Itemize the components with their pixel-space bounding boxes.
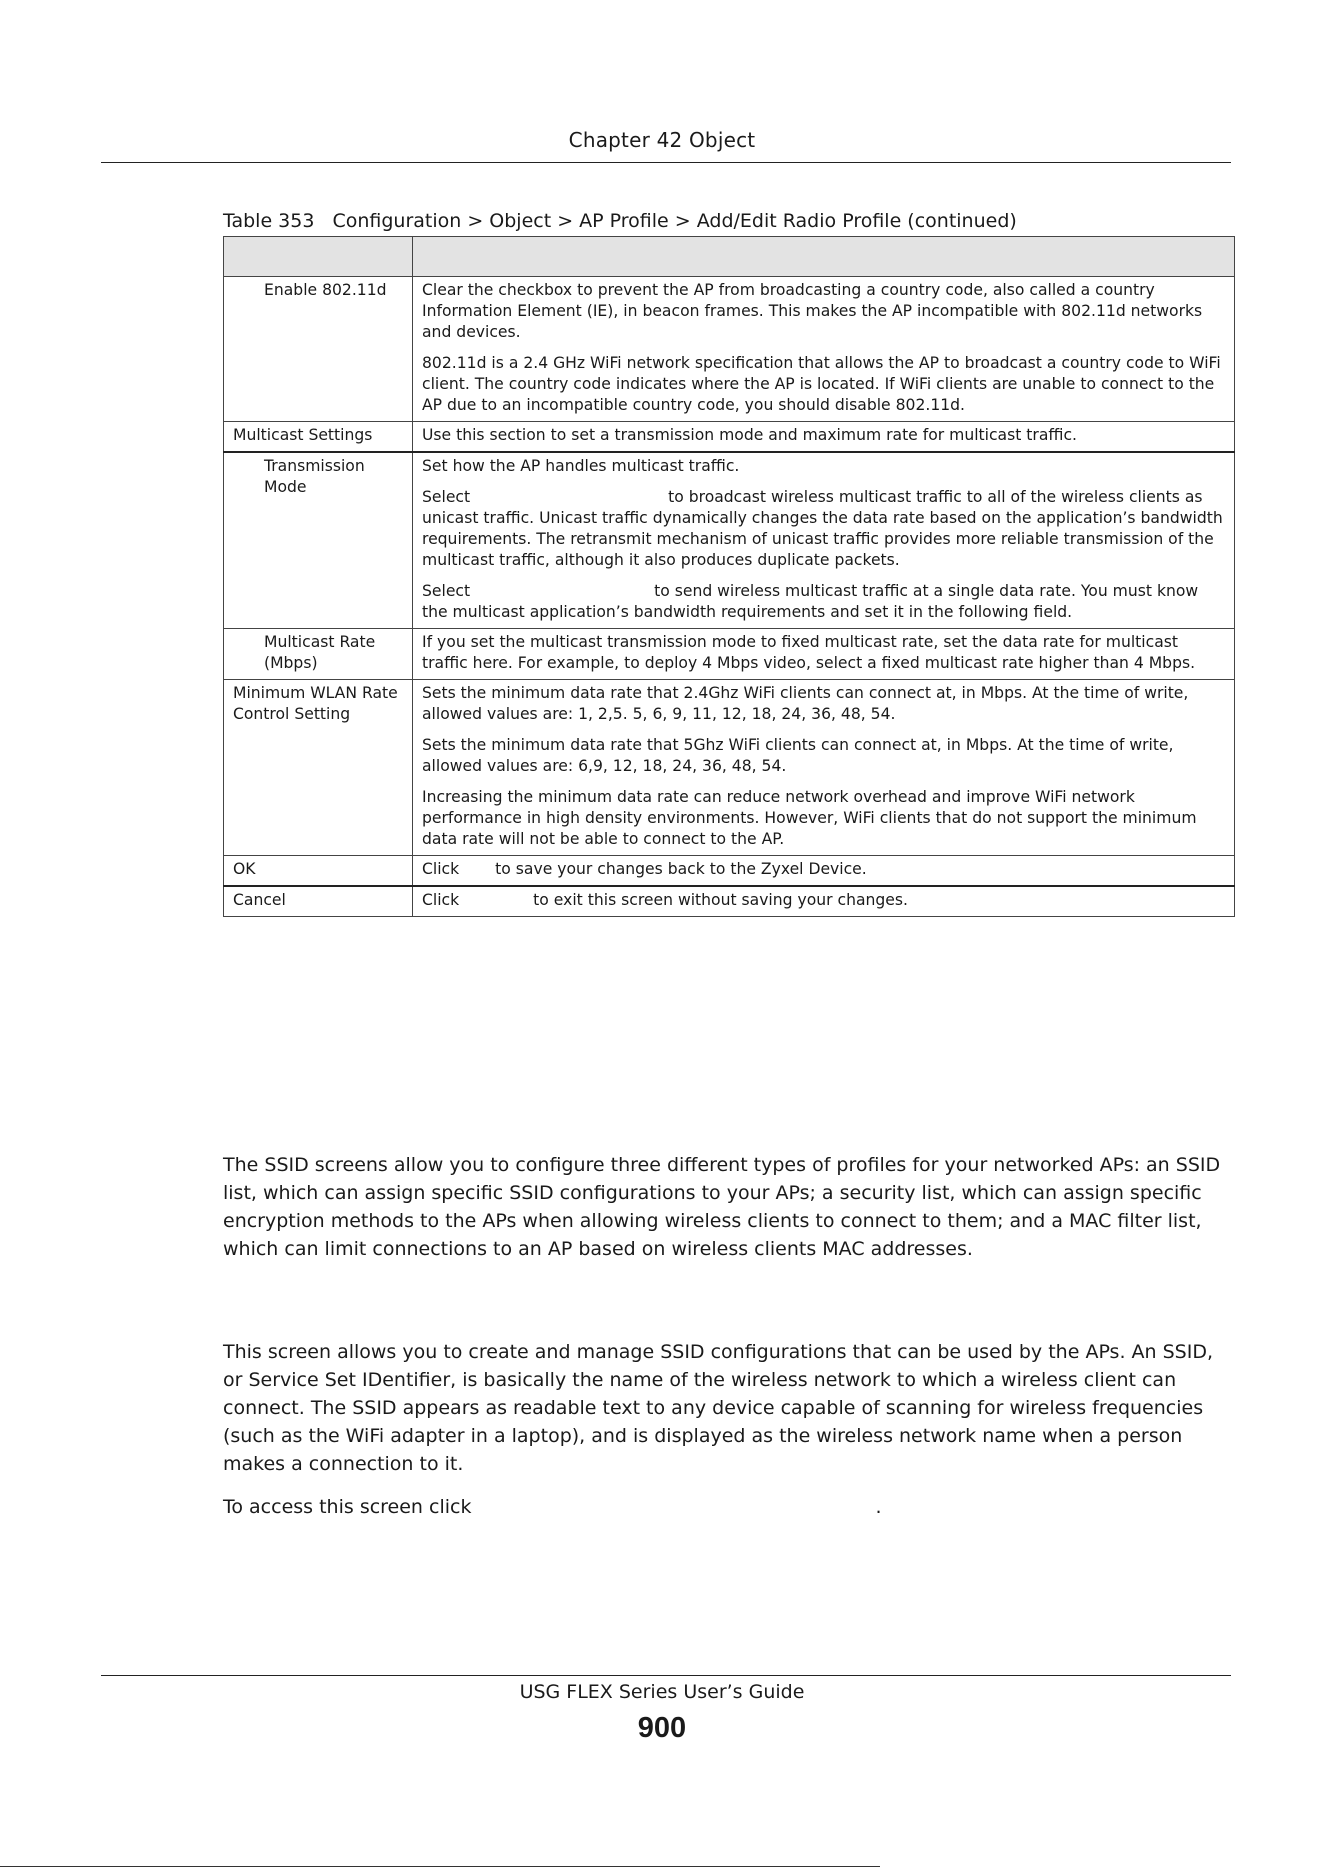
- click-lead: Click: [422, 891, 460, 909]
- description-paragraph: Increasing the minimum data rate can reduce network overhead and improve WiFi network performance in high density environments. However, WiFi clients that do not support the minimum data rate will not be able to connect to the AP.: [422, 788, 1197, 848]
- row-label: Minimum WLAN Rate Control Setting: [224, 680, 413, 856]
- page-number: 900: [637, 1712, 687, 1744]
- header-divider: [101, 162, 1231, 163]
- description-paragraph: Set how the AP handles multicast traffic.: [422, 457, 740, 475]
- row-description: [413, 452, 1235, 629]
- description-paragraph: If you set the multicast transmission mode to fixed multicast rate, set the data rate for multicast traffic here. For example, to deploy 4 Mbps video, select a fixed multicast rate higher than 4 Mbps.: [422, 633, 1196, 672]
- description-paragraph: [422, 581, 1226, 623]
- table-header-cell-label: [224, 237, 413, 277]
- access-lead: To access this screen click: [223, 1496, 472, 1518]
- description-paragraph: 802.11d is a 2.4 GHz WiFi network specification that allows the AP to broadcast a country code to WiFi client. The country code indicates where the AP is located. If WiFi clients are unable to connect to the AP due to an incompatible country code, you should disable 802.11d.: [422, 354, 1221, 414]
- ssid-overview-paragraph: The SSID screens allow you to configure three different types of profiles for your networked APs: an SSID list, which can assign specific SSID configurations to your APs; a security list, which can assign specific encryption methods to the APs when allowing wireless clients to connect to them; and a MAC filter list, which can limit connections to an AP based on wireless clients MAC addresses.: [223, 1154, 1221, 1260]
- guide-title: USG FLEX Series User’s Guide: [519, 1681, 805, 1703]
- description-paragraph: Sets the minimum data rate that 5Ghz WiFi clients can connect at, in Mbps. At the time of write, allowed values are: 6,9, 12, 18, 24, 36, 48, 54.: [422, 736, 1174, 775]
- click-rest: to save your changes back to the Zyxel Device.: [495, 860, 867, 878]
- table-row: [224, 422, 1235, 453]
- row-description: [413, 886, 1235, 917]
- select-rest: to send wireless multicast traffic at a single data rate. You must know the multicast application’s bandwidth requirements and set it in the following field.: [422, 582, 1199, 621]
- click-rest: to exit this screen without saving your changes.: [533, 891, 908, 909]
- ssid-list-paragraph: This screen allows you to create and manage SSID configurations that can be used by the APs. An SSID, or Service Set IDentifier, is basically the name of the wireless network to which a wireless client can connect. The SSID appears as readable text to any device capable of scanning for wireless frequencies (such as the WiFi adapter in a laptop), and is displayed as the wireless network name when a person makes a connection to it.: [223, 1341, 1214, 1475]
- table-row: [224, 629, 1235, 680]
- table-row: [224, 277, 1235, 422]
- chapter-header: Chapter 42 Object: [568, 128, 756, 152]
- row-label: Transmission Mode: [224, 452, 413, 629]
- select-lead: Select: [422, 582, 471, 600]
- row-label: OK: [224, 856, 413, 887]
- select-lead: Select: [422, 488, 471, 506]
- table-row: [224, 856, 1235, 887]
- row-label: Enable 802.11d: [224, 277, 413, 422]
- description-paragraph: Sets the minimum data rate that 2.4Ghz WiFi clients can connect at, in Mbps. At the time of write, allowed values are: 1, 2,5. 5, 6, 9, 11, 12, 18, 24, 36, 48, 54.: [422, 684, 1189, 723]
- table-row: [224, 680, 1235, 856]
- table-caption: [223, 210, 1017, 232]
- row-description: [413, 277, 1235, 422]
- row-description: [413, 629, 1235, 680]
- row-label: Multicast Settings: [224, 422, 413, 453]
- row-description: [413, 680, 1235, 856]
- bottom-edge-line: [0, 1866, 880, 1867]
- select-rest: to broadcast wireless multicast traffic to all of the wireless clients as unicast traffic. Unicast traffic dynamically changes the data rate based on the application’s bandwidth requirements. The retransmit mechanism of unicast traffic provides more reliable transmission of the multicast traffic, although it also produces duplicate packets.: [422, 488, 1223, 569]
- table-row: [224, 452, 1235, 629]
- row-label: Cancel: [224, 886, 413, 917]
- row-description: [413, 856, 1235, 887]
- radio-profile-table: [223, 236, 1235, 917]
- row-label: Multicast Rate (Mbps): [224, 629, 413, 680]
- table-caption-title: Configuration > Object > AP Profile > Add/Edit Radio Profile (continued): [332, 210, 1017, 232]
- table-caption-number: Table 353: [223, 210, 315, 232]
- footer-divider: [101, 1675, 1231, 1676]
- description-paragraph: [422, 487, 1226, 571]
- click-lead: Click: [422, 860, 460, 878]
- table-header-cell-description: [413, 237, 1235, 277]
- access-end: .: [875, 1496, 882, 1518]
- table-row: [224, 886, 1235, 917]
- access-instruction-paragraph: [223, 1493, 1235, 1521]
- row-description: [413, 422, 1235, 453]
- description-paragraph: Use this section to set a transmission mode and maximum rate for multicast traffic.: [422, 426, 1077, 444]
- table-header-row: [224, 237, 1235, 277]
- description-paragraph: Clear the checkbox to prevent the AP from broadcasting a country code, also called a country Information Element (IE), in beacon frames. This makes the AP incompatible with 802.11d networks and devices.: [422, 281, 1203, 341]
